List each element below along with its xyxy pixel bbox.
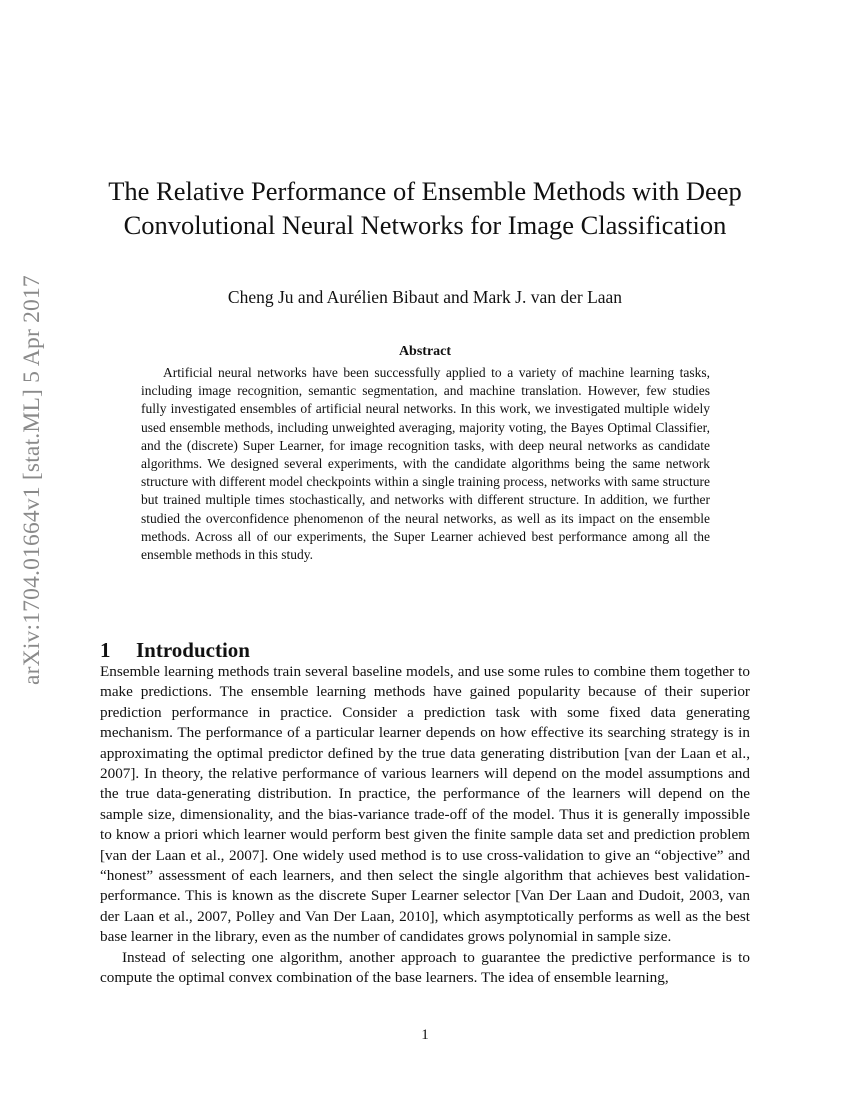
paper-title: The Relative Performance of Ensemble Methods with Deep Convolutional Neural Networks for Image Classification xyxy=(108,175,742,240)
section-title: Introduction xyxy=(136,638,250,663)
arxiv-identifier-text: arXiv:1704.01664v1 [stat.ML] 5 Apr 2017 xyxy=(19,275,45,685)
section-heading xyxy=(100,637,750,663)
author-list: Cheng Ju and Aurélien Bibaut and Mark J. van der Laan xyxy=(227,287,623,307)
abstract-block xyxy=(141,364,710,564)
page-number: 1 xyxy=(421,1027,429,1043)
abstract-heading: Abstract xyxy=(398,344,452,359)
section-number: 1 xyxy=(100,638,111,663)
section-body xyxy=(100,662,750,989)
body-paragraph: Instead of selecting one algorithm, another approach to guarantee the predictive performance is to compute the optimal convex combination of the base learners. The idea of ensemble learning, xyxy=(100,948,750,987)
abstract-text: Artificial neural networks have been successfully applied to a variety of machine learning tasks, including image recognition, semantic segmentation, and machine translation. However, few studies fully investigated ensembles of artificial neural networks. In this work, we investigated multiple widely used ensemble methods, including unweighted averaging, majority voting, the Bayes Optimal Classifier, and the (discrete) Super Learner, for image recognition tasks, with deep neural networks as candidate algorithms. We designed several experiments, with the candidate algorithms being the same network structure with different model checkpoints within a single training process, networks with same structure but trained multiple times stochastically, and networks with different structure. In addition, we further studied the overconfidence phenomenon of the neural networks, as well as its impact on the ensemble methods. Across all of our experiments, the Super Learner achieved best performance among all the ensemble methods in this study. xyxy=(141,365,710,563)
arxiv-identifier-stamp xyxy=(19,275,45,685)
body-paragraph: Ensemble learning methods train several baseline models, and use some rules to combine them together to make predictions. The ensemble learning methods have gained popularity because of their superior prediction performance in practice. Consider a prediction task with some fixed data generating mechanism. The performance of a particular learner depends on how effective its searching strategy is in approximating the optimal predictor defined by the true data generating distribution [van der Laan et al., 2007]. In theory, the relative performance of various learners will depend on the model assumptions and the true data-generating distribution. In practice, the performance of the learners will depend on the sample size, dimensionality, and the bias-variance trade-off of the model. Thus it is generally impossible to know a priori which learner would perform best given the finite sample data set and prediction problem [van der Laan et al., 2007]. One widely used method is to use cross-validation to give an “objective” and “honest” assessment of each learners, and then select the single algorithm that achieves best validation-performance. This is known as the discrete Super Learner selector [Van Der Laan and Dudoit, 2003, van der Laan et al., 2007, Polley and Van Der Laan, 2010], which asymptotically performs as well as the best base learner in the library, even as the number of candidates grows polynomial in sample size. xyxy=(100,663,750,946)
